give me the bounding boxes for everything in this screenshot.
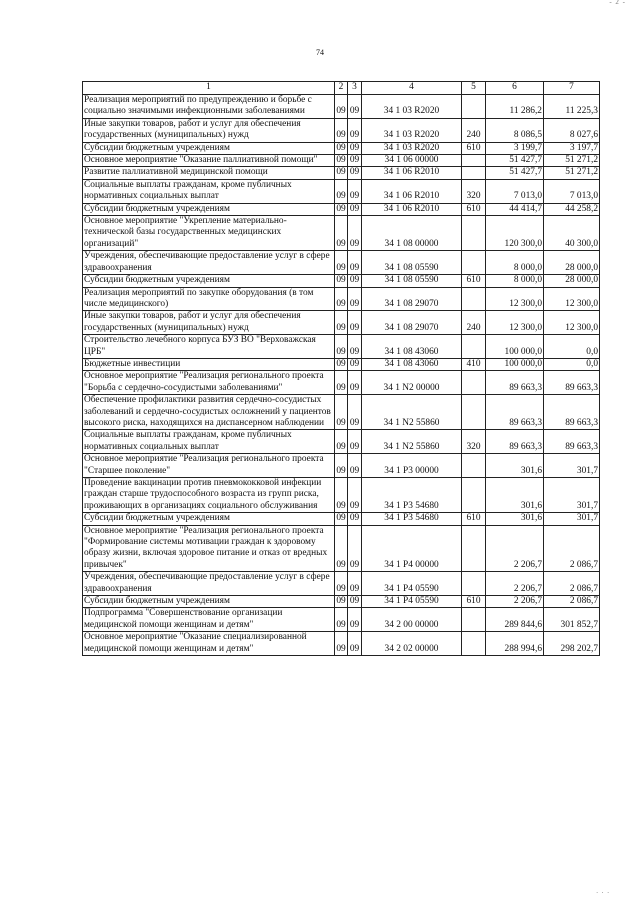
- amount-year-1: 2 206,7: [486, 572, 544, 596]
- table-row: [83, 179, 600, 203]
- target-article-code: 34 1 N2 55860: [362, 395, 462, 430]
- amount-year-2: 44 258,2: [544, 203, 600, 215]
- row-name: Основное мероприятие "Реализация регионального проекта "Старшее поколение": [83, 454, 335, 478]
- row-name: Основное мероприятие "Оказание паллиативной помощи": [83, 155, 335, 167]
- section-code: 09: [335, 287, 348, 311]
- amount-year-2: 28 000,0: [544, 251, 600, 275]
- table-row: [83, 596, 600, 608]
- target-article-code: 34 1 08 29070: [362, 311, 462, 335]
- expense-type-code: [462, 525, 486, 572]
- subsection-code: 09: [348, 454, 362, 478]
- table-row: [83, 142, 600, 154]
- corner-mark: . . .: [596, 887, 610, 895]
- section-code: 09: [336, 155, 346, 166]
- subsection-code: 09: [348, 525, 362, 572]
- row-name: Проведение вакцинации против пневмококковой инфекции граждан старше трудоспособного возраста из групп риска, проживающих в организациях социального обслуживания: [83, 478, 335, 513]
- expense-type-code: 240: [462, 118, 486, 142]
- target-article-code: 34 2 02 00000: [362, 632, 462, 656]
- subsection-code: 09: [348, 179, 362, 203]
- target-article-code: 34 1 08 05590: [362, 251, 462, 275]
- amount-year-1: 12 300,0: [486, 311, 544, 335]
- amount-year-1: 8 086,5: [486, 118, 544, 142]
- target-article-code: 34 2 00 00000: [362, 608, 462, 632]
- table-row: [83, 155, 600, 167]
- expense-type-code: 410: [462, 358, 486, 370]
- amount-year-1: 3 199,7: [486, 142, 544, 154]
- row-name: Реализация мероприятий по закупке оборудования (в том числе медицинского): [83, 287, 335, 311]
- target-article-code: 34 1 03 R2020: [362, 95, 462, 119]
- target-article-code: 34 1 P3 54680: [362, 478, 462, 513]
- table-row: [83, 335, 600, 359]
- row-name: Обеспечение профилактики развития сердечно-сосудистых заболеваний и сердечно-сосудистых осложнений у пациентов высокого риска, находящихся на диспансерном наблюдении: [83, 395, 335, 430]
- expense-type-code: 610: [462, 513, 486, 525]
- header-cell: 5: [462, 82, 486, 95]
- expense-type-code: [462, 371, 486, 395]
- amount-year-2: 301,7: [544, 454, 600, 478]
- section-code: 09: [335, 478, 348, 513]
- target-article-code: 34 1 N2 55860: [362, 430, 462, 454]
- amount-year-2: 2 086,7: [544, 525, 600, 572]
- amount-year-2: 89 663,3: [544, 395, 600, 430]
- target-article-code: 34 1 08 29070: [362, 287, 462, 311]
- header-cell: 7: [544, 82, 600, 95]
- amount-year-2: 51 271,2: [544, 155, 600, 167]
- expense-type-code: [462, 395, 486, 430]
- amount-year-1: 8 000,0: [486, 275, 544, 287]
- amount-year-1: 51 427,7: [486, 155, 544, 167]
- amount-year-1: 89 663,3: [486, 371, 544, 395]
- section-code: 09: [335, 179, 348, 203]
- table-row: [83, 287, 600, 311]
- row-name: Основное мероприятие "Реализация регионального проекта "Борьба с сердечно-сосудистыми заболеваниями": [83, 371, 335, 395]
- amount-year-1: 89 663,3: [486, 430, 544, 454]
- amount-year-2: 301,7: [544, 513, 600, 525]
- section-code: 09: [335, 454, 348, 478]
- amount-year-2: 89 663,3: [544, 430, 600, 454]
- target-article-code: 34 1 N2 00000: [362, 371, 462, 395]
- section-code: 09: [335, 430, 348, 454]
- row-name: Субсидии бюджетным учреждениям: [83, 203, 335, 215]
- amount-year-2: 28 000,0: [544, 275, 600, 287]
- amount-year-1: 12 300,0: [486, 287, 544, 311]
- amount-year-1: 100 000,0: [486, 358, 544, 370]
- section-code: 09: [335, 371, 348, 395]
- row-name: Основное мероприятие "Реализация регионального проекта "Формирование системы мотивации граждан к здоровому образу жизни, включая здоровое питание и отказ от вредных привычек": [83, 525, 335, 572]
- section-code: 09: [336, 358, 346, 369]
- target-article-code: 34 1 P4 05590: [362, 572, 462, 596]
- row-name: Учреждения, обеспечивающие предоставление услуг в сфере здравоохранения: [83, 251, 335, 275]
- amount-year-1: 44 414,7: [486, 203, 544, 215]
- target-article-code: 34 1 08 00000: [362, 216, 462, 251]
- amount-year-1: 8 000,0: [486, 251, 544, 275]
- section-code: 09: [336, 513, 346, 524]
- subsection-code: 09: [348, 572, 362, 596]
- expense-type-code: [462, 155, 486, 167]
- row-name: Социальные выплаты гражданам, кроме публичных нормативных социальных выплат: [83, 179, 335, 203]
- subsection-code: 09: [348, 311, 362, 335]
- table-body: [83, 95, 600, 656]
- expense-type-code: [462, 454, 486, 478]
- page-number: 74: [316, 48, 324, 57]
- table-header-row: [83, 82, 600, 95]
- target-article-code: 34 1 08 43060: [362, 335, 462, 359]
- amount-year-2: 301 852,7: [544, 608, 600, 632]
- table-row: [83, 525, 600, 572]
- expense-type-code: 610: [462, 596, 486, 608]
- header-cell: 3: [348, 82, 362, 95]
- expense-type-code: [462, 335, 486, 359]
- row-name: Субсидии бюджетным учреждениям: [83, 513, 335, 525]
- target-article-code: 34 1 06 R2010: [362, 203, 462, 215]
- target-article-code: 34 1 06 R2010: [362, 167, 462, 179]
- subsection-code: 09: [348, 95, 362, 119]
- amount-year-2: 12 300,0: [544, 287, 600, 311]
- amount-year-1: 120 300,0: [486, 216, 544, 251]
- subsection-code: 09: [348, 216, 362, 251]
- amount-year-2: 11 225,3: [544, 95, 600, 119]
- amount-year-2: 40 300,0: [544, 216, 600, 251]
- expense-type-code: [462, 167, 486, 179]
- header-cell: 1: [83, 82, 335, 95]
- amount-year-2: 298 202,7: [544, 632, 600, 656]
- row-name: Основное мероприятие "Укрепление материально-технической базы государственных медицинских организаций": [83, 216, 335, 251]
- row-name: Бюджетные инвестиции: [83, 358, 335, 370]
- section-code: 09: [335, 311, 348, 335]
- table-row: [83, 311, 600, 335]
- amount-year-1: 301,6: [486, 478, 544, 513]
- amount-year-2: 301,7: [544, 478, 600, 513]
- target-article-code: 34 1 P3 54680: [362, 513, 462, 525]
- table-row: [83, 572, 600, 596]
- section-code: 09: [336, 596, 346, 607]
- expense-type-code: [462, 287, 486, 311]
- amount-year-1: 301,6: [486, 513, 544, 525]
- expense-type-code: [462, 572, 486, 596]
- target-article-code: 34 1 08 43060: [362, 358, 462, 370]
- table-row: [83, 632, 600, 656]
- row-name: Субсидии бюджетным учреждениям: [83, 142, 335, 154]
- table-row: [83, 251, 600, 275]
- subsection-code: 09: [348, 275, 362, 287]
- amount-year-1: 100 000,0: [486, 335, 544, 359]
- amount-year-1: 7 013,0: [486, 179, 544, 203]
- row-name: Субсидии бюджетным учреждениям: [83, 596, 335, 608]
- subsection-code: 09: [348, 203, 362, 215]
- subsection-code: 09: [348, 596, 362, 608]
- amount-year-2: 0,0: [544, 358, 600, 370]
- target-article-code: 34 1 06 00000: [362, 155, 462, 167]
- table-row: [83, 478, 600, 513]
- amount-year-2: 3 197,7: [544, 142, 600, 154]
- section-code: 09: [335, 335, 348, 359]
- row-name: Подпрограмма "Совершенствование организации медицинской помощи женщинам и детям": [83, 608, 335, 632]
- table-row: [83, 454, 600, 478]
- row-name: Реализация мероприятий по предупреждению и борьбе с социально значимыми инфекционными заболеваниями: [83, 95, 335, 119]
- subsection-code: 09: [348, 608, 362, 632]
- row-name: Учреждения, обеспечивающие предоставление услуг в сфере здравоохранения: [83, 572, 335, 596]
- header-cell: 4: [362, 82, 462, 95]
- row-name: Основное мероприятие "Оказание специализированной медицинской помощи женщинам и детям": [83, 632, 335, 656]
- expense-type-code: [462, 251, 486, 275]
- table-row: [83, 358, 600, 370]
- row-name: Социальные выплаты гражданам, кроме публичных нормативных социальных выплат: [83, 430, 335, 454]
- row-name: Строительство лечебного корпуса БУЗ ВО "Верховажская ЦРБ": [83, 335, 335, 359]
- amount-year-1: 289 844,6: [486, 608, 544, 632]
- section-code: 09: [335, 525, 348, 572]
- subsection-code: 09: [348, 335, 362, 359]
- table-row: [83, 513, 600, 525]
- section-code: 09: [335, 608, 348, 632]
- amount-year-1: 301,6: [486, 454, 544, 478]
- budget-table: [82, 81, 600, 656]
- header-cell: 6: [486, 82, 544, 95]
- expense-type-code: [462, 95, 486, 119]
- row-name: Развитие паллиативной медицинской помощи: [83, 167, 335, 179]
- amount-year-2: 89 663,3: [544, 371, 600, 395]
- expense-type-code: 610: [462, 203, 486, 215]
- amount-year-2: 8 027,6: [544, 118, 600, 142]
- amount-year-2: 7 013,0: [544, 179, 600, 203]
- table-row: [83, 203, 600, 215]
- subsection-code: 09: [348, 251, 362, 275]
- expense-type-code: [462, 478, 486, 513]
- amount-year-1: 11 286,2: [486, 95, 544, 119]
- section-code: 09: [335, 95, 348, 119]
- corner-mark: - 2 -: [609, 0, 626, 6]
- table-row: [83, 395, 600, 430]
- subsection-code: 09: [348, 358, 362, 370]
- subsection-code: 09: [348, 395, 362, 430]
- subsection-code: 09: [348, 287, 362, 311]
- section-code: 09: [335, 251, 348, 275]
- table-row: [83, 275, 600, 287]
- table-row: [83, 118, 600, 142]
- section-code: 09: [336, 167, 346, 178]
- section-code: 09: [336, 203, 346, 214]
- section-code: 09: [335, 216, 348, 251]
- subsection-code: 09: [348, 142, 362, 154]
- amount-year-1: 2 206,7: [486, 525, 544, 572]
- section-code: 09: [336, 142, 346, 153]
- section-code: 09: [335, 632, 348, 656]
- amount-year-2: 2 086,7: [544, 572, 600, 596]
- expense-type-code: 320: [462, 179, 486, 203]
- amount-year-2: 51 271,2: [544, 167, 600, 179]
- subsection-code: 09: [348, 118, 362, 142]
- table-row: [83, 430, 600, 454]
- section-code: 09: [336, 275, 346, 286]
- section-code: 09: [335, 572, 348, 596]
- subsection-code: 09: [348, 430, 362, 454]
- amount-year-1: 288 994,6: [486, 632, 544, 656]
- amount-year-2: 2 086,7: [544, 596, 600, 608]
- table-row: [83, 167, 600, 179]
- section-code: 09: [335, 118, 348, 142]
- amount-year-2: 0,0: [544, 335, 600, 359]
- expense-type-code: [462, 632, 486, 656]
- target-article-code: 34 1 03 R2020: [362, 118, 462, 142]
- expense-type-code: 320: [462, 430, 486, 454]
- row-name: Иные закупки товаров, работ и услуг для обеспечения государственных (муниципальных) нужд: [83, 118, 335, 142]
- subsection-code: 09: [348, 155, 362, 167]
- expense-type-code: 610: [462, 142, 486, 154]
- table-row: [83, 371, 600, 395]
- amount-year-2: 12 300,0: [544, 311, 600, 335]
- table-row: [83, 608, 600, 632]
- subsection-code: 09: [348, 632, 362, 656]
- amount-year-1: 89 663,3: [486, 395, 544, 430]
- expense-type-code: 610: [462, 275, 486, 287]
- row-name: Субсидии бюджетным учреждениям: [83, 275, 335, 287]
- expense-type-code: 240: [462, 311, 486, 335]
- target-article-code: 34 1 P4 00000: [362, 525, 462, 572]
- table-row: [83, 95, 600, 119]
- row-name: Иные закупки товаров, работ и услуг для обеспечения государственных (муниципальных) нужд: [83, 311, 335, 335]
- target-article-code: 34 1 06 R2010: [362, 179, 462, 203]
- target-article-code: 34 1 P4 05590: [362, 596, 462, 608]
- amount-year-1: 51 427,7: [486, 167, 544, 179]
- section-code: 09: [335, 395, 348, 430]
- target-article-code: 34 1 P3 00000: [362, 454, 462, 478]
- subsection-code: 09: [348, 513, 362, 525]
- subsection-code: 09: [348, 371, 362, 395]
- header-cell: 2: [335, 82, 348, 95]
- subsection-code: 09: [348, 167, 362, 179]
- amount-year-1: 2 206,7: [486, 596, 544, 608]
- target-article-code: 34 1 03 R2020: [362, 142, 462, 154]
- target-article-code: 34 1 08 05590: [362, 275, 462, 287]
- table-row: [83, 216, 600, 251]
- expense-type-code: [462, 216, 486, 251]
- expense-type-code: [462, 608, 486, 632]
- subsection-code: 09: [348, 478, 362, 513]
